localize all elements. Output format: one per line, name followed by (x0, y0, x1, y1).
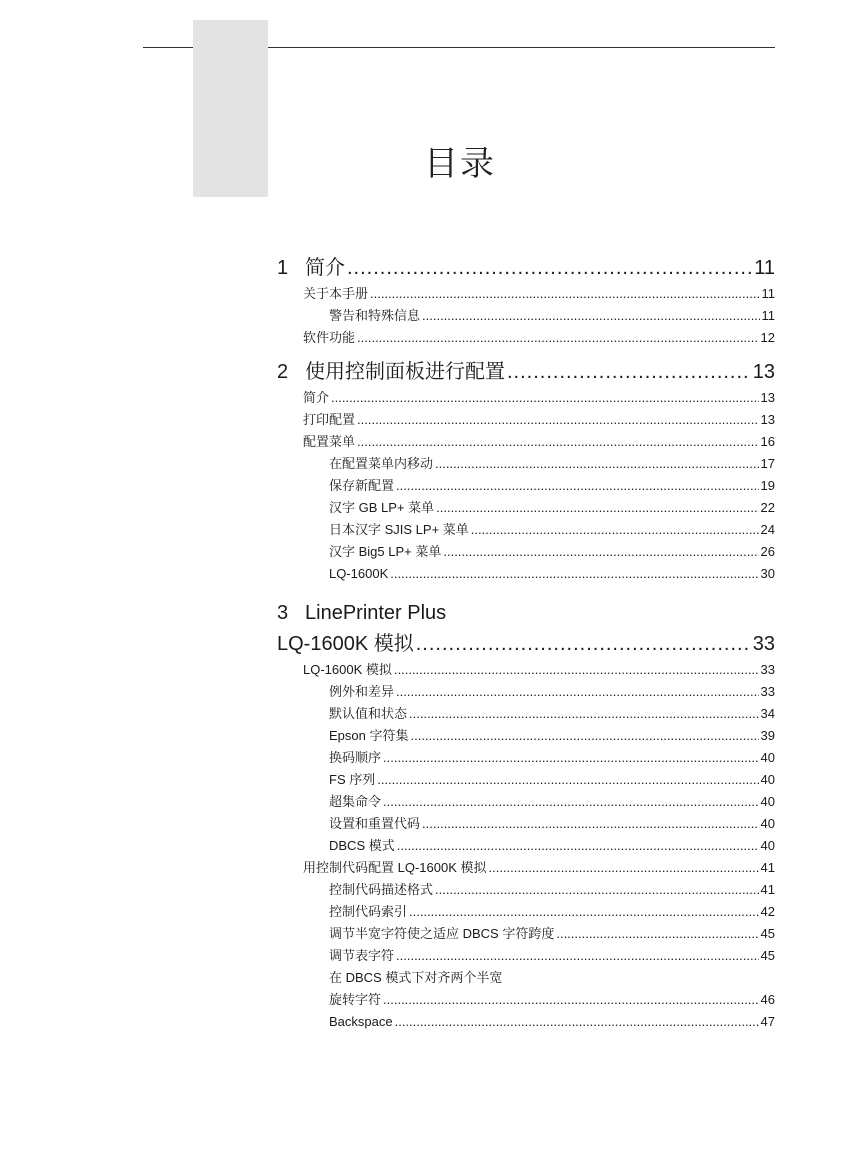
toc-entry[interactable] (277, 769, 775, 791)
entry-page: 19 (760, 478, 775, 493)
chapter-title: 使用控制面板进行配置 (305, 361, 505, 383)
chapter-number: 1 (277, 257, 289, 279)
toc-entry[interactable] (277, 305, 775, 327)
entry-label: 控制代码索引 (329, 904, 408, 919)
toc-entry[interactable] (277, 681, 775, 703)
entry-label: 调节半宽字符使之适应 DBCS 字符跨度 (329, 926, 555, 941)
entry-page: 40 (760, 838, 775, 853)
entry-label: 汉字 Big5 LP+ 菜单 (329, 544, 442, 559)
dot-leader (396, 681, 759, 703)
entry-label: 保存新配置 (329, 478, 395, 493)
chapter-title: 简介 (305, 257, 345, 279)
dot-leader (390, 563, 758, 585)
toc-entry[interactable] (277, 791, 775, 813)
dot-leader (435, 453, 759, 475)
entry-label: 软件功能 (303, 330, 356, 345)
dot-leader (409, 901, 759, 923)
entry-label: LQ-1600K 模拟 (303, 662, 392, 677)
entry-label: 在 DBCS 模式下对齐两个半宽 (329, 970, 503, 985)
dot-leader (395, 1011, 759, 1033)
entry-page: 11 (761, 286, 775, 301)
toc-entry[interactable] (277, 563, 775, 585)
entry-label: 旋转字符 (329, 992, 382, 1007)
entry-page: 30 (760, 566, 775, 581)
entry-page: 45 (760, 948, 775, 963)
dot-leader (556, 923, 758, 945)
entry-label: 超集命令 (329, 794, 382, 809)
toc-entry[interactable] (277, 835, 775, 857)
toc-entry[interactable] (277, 541, 775, 563)
dot-leader (370, 283, 759, 305)
dot-leader (331, 387, 759, 409)
entry-label: 简介 (303, 390, 330, 405)
entry-label: DBCS 模式 (329, 838, 395, 853)
entry-page: 39 (760, 728, 775, 743)
chapter-tab-block (193, 20, 268, 197)
entry-label: 在配置菜单内移动 (329, 456, 434, 471)
entry-label: 打印配置 (303, 412, 356, 427)
toc-entry[interactable] (277, 923, 775, 945)
entry-label: 配置菜单 (303, 434, 356, 449)
entry-label: Epson 字符集 (329, 728, 409, 743)
entry-page: 45 (760, 926, 775, 941)
dot-leader (471, 519, 759, 541)
toc-entry[interactable] (277, 659, 775, 681)
chapter-number: 3 (277, 602, 289, 624)
entry-page: 33 (760, 684, 775, 699)
toc-entry[interactable] (277, 387, 775, 409)
entry-label: 用控制代码配置 LQ-1600K 模拟 (303, 860, 487, 875)
entry-page: 46 (760, 992, 775, 1007)
entry-label: 调节表字符 (329, 948, 395, 963)
entry-label: 关于本手册 (303, 286, 369, 301)
toc-entry[interactable] (277, 431, 775, 453)
chapter-page: 13 (752, 361, 775, 383)
toc-entry[interactable] (277, 283, 775, 305)
entry-page: 40 (760, 816, 775, 831)
entry-page: 13 (760, 390, 775, 405)
toc-entry[interactable] (277, 813, 775, 835)
entry-page: 26 (760, 544, 775, 559)
dot-leader (435, 879, 759, 901)
toc-chapter-1[interactable] (277, 253, 775, 283)
chapter-page: 11 (754, 257, 775, 279)
toc-entry[interactable] (277, 901, 775, 923)
toc-entry[interactable] (277, 945, 775, 967)
entry-label: 换码顺序 (329, 750, 382, 765)
dot-leader (377, 769, 758, 791)
dot-leader (396, 945, 759, 967)
dot-leader (422, 813, 759, 835)
dot-leader (383, 989, 759, 1011)
dot-leader (357, 327, 759, 349)
page-title: 目录 (424, 144, 496, 184)
entry-label: Backspace (329, 1014, 393, 1029)
dot-leader (357, 431, 759, 453)
chapter-title: LQ-1600K 模拟 (277, 633, 414, 655)
entry-label: 例外和差异 (329, 684, 395, 699)
toc-chapter-3-heading (277, 598, 775, 628)
dot-leader (383, 747, 759, 769)
toc-entry[interactable] (277, 327, 775, 349)
entry-page: 40 (760, 794, 775, 809)
entry-label: FS 序列 (329, 772, 376, 787)
toc-entry[interactable] (277, 725, 775, 747)
toc-chapter-2[interactable] (277, 357, 775, 387)
toc-entry[interactable] (277, 453, 775, 475)
entry-page: 41 (760, 860, 775, 875)
entry-page: 13 (760, 412, 775, 427)
toc-entry[interactable] (277, 857, 775, 879)
toc-entry[interactable] (277, 1011, 775, 1033)
dot-leader (507, 357, 751, 387)
entry-page: 42 (760, 904, 775, 919)
dot-leader (443, 541, 758, 563)
dot-leader (410, 725, 758, 747)
toc-entry[interactable] (277, 879, 775, 901)
entry-page: 11 (761, 308, 775, 323)
dot-leader (397, 835, 759, 857)
dot-leader (422, 305, 759, 327)
entry-page: 24 (760, 522, 775, 537)
dot-leader (489, 857, 759, 879)
toc-entry[interactable] (277, 409, 775, 431)
chapter-title-line1: LinePrinter Plus (305, 602, 447, 624)
entry-page: 33 (760, 662, 775, 677)
dot-leader (436, 497, 758, 519)
entry-label: 警告和特殊信息 (329, 308, 421, 323)
chapter-number: 2 (277, 361, 289, 383)
entry-page: 34 (760, 706, 775, 721)
dot-leader (416, 629, 751, 659)
entry-label: 设置和重置代码 (329, 816, 421, 831)
toc-chapter-3[interactable] (277, 629, 775, 659)
toc-entry[interactable] (277, 475, 775, 497)
toc-entry[interactable] (277, 989, 775, 1011)
entry-page: 40 (760, 772, 775, 787)
entry-page: 17 (760, 456, 775, 471)
table-of-contents (277, 252, 775, 1033)
dot-leader (394, 659, 759, 681)
entry-label: 汉字 GB LP+ 菜单 (329, 500, 435, 515)
entry-page: 16 (760, 434, 775, 449)
entry-page: 12 (760, 330, 775, 345)
toc-entry[interactable] (277, 967, 775, 989)
entry-page: 40 (760, 750, 775, 765)
entry-page: 47 (760, 1014, 775, 1029)
entry-label: 控制代码描述格式 (329, 882, 434, 897)
entry-label: LQ-1600K (329, 566, 389, 581)
toc-entry[interactable] (277, 519, 775, 541)
entry-label: 默认值和状态 (329, 706, 408, 721)
dot-leader (409, 703, 759, 725)
entry-label: 日本汉字 SJIS LP+ 菜单 (329, 522, 469, 537)
chapter-page: 33 (752, 633, 775, 655)
dot-leader (357, 409, 759, 431)
toc-entry[interactable] (277, 497, 775, 519)
entry-page: 22 (760, 500, 775, 515)
entry-page: 41 (760, 882, 775, 897)
toc-entry[interactable] (277, 747, 775, 769)
toc-entry[interactable] (277, 703, 775, 725)
dot-leader (347, 253, 752, 283)
dot-leader (396, 475, 759, 497)
dot-leader (383, 791, 759, 813)
